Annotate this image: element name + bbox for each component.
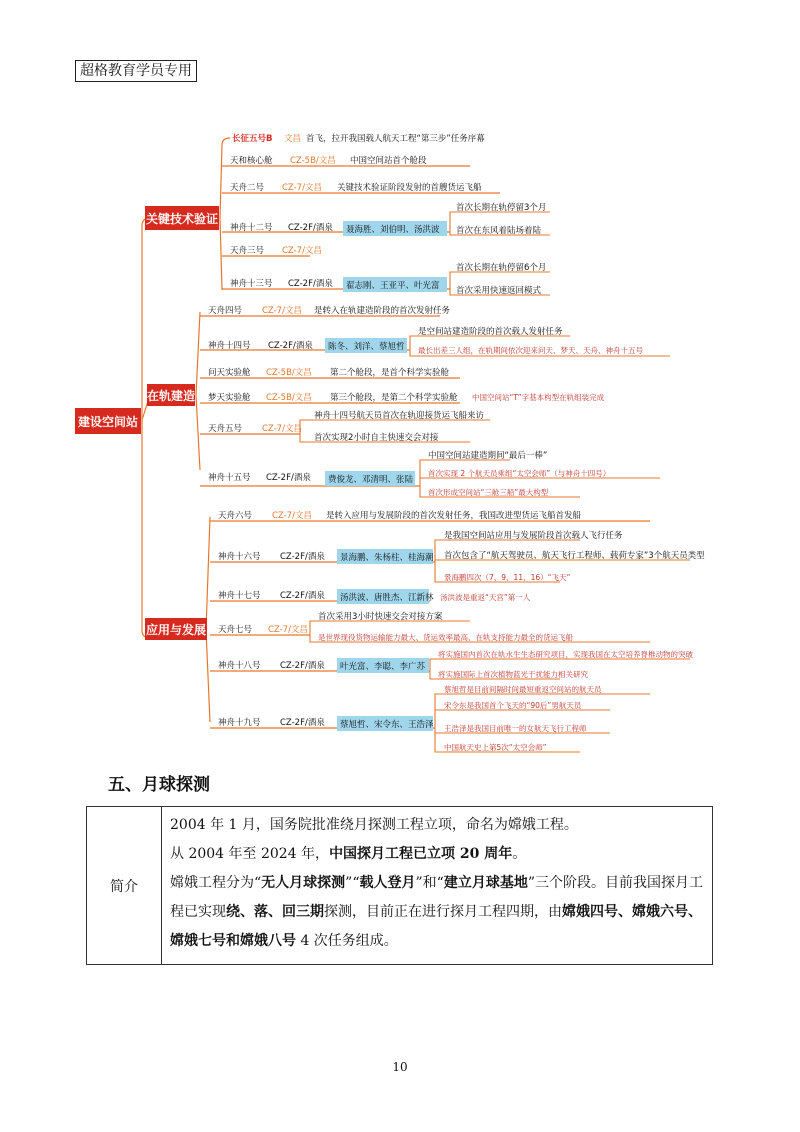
mission-note: 首次在东风着陆场着陆 bbox=[456, 226, 542, 236]
mission-rocket: CZ-7/文昌 bbox=[282, 246, 322, 256]
mission-name: 神舟十六号 bbox=[218, 552, 261, 562]
mission-rocket: CZ-2F/酒泉 bbox=[266, 473, 311, 483]
page-number: 10 bbox=[392, 1060, 408, 1074]
mission-note: 王浩泽是我国目前唯一的女航天飞行工程师 bbox=[444, 724, 587, 733]
mission-note: 宋令东是我国首个飞天的“90后”男航天员 bbox=[444, 701, 582, 710]
mission-name: 神舟十七号 bbox=[218, 591, 261, 601]
mission-rocket: CZ-5B/文昌 bbox=[266, 393, 312, 403]
mission-rocket: CZ-2F/酒泉 bbox=[268, 341, 313, 351]
mission-desc: 是转入在轨建造阶段的首次发射任务 bbox=[314, 306, 451, 316]
mission-name: 天舟三号 bbox=[230, 246, 265, 256]
mission-note: 首次采用快速返回模式 bbox=[456, 286, 542, 296]
mission-name: 梦天实验舱 bbox=[208, 393, 251, 403]
root-label: 建设空间站 bbox=[77, 415, 139, 429]
mission-name: 天舟七号 bbox=[218, 625, 253, 635]
mission-note: 最长出差三人组，在轨期间依次迎来问天、梦天、天舟、神舟十五号 bbox=[418, 346, 643, 355]
mission-note: 首次长期在轨停留3个月 bbox=[456, 203, 547, 213]
intro-paragraph: 嫦娥工程分为“无人月球探测”“载人登月”和“建立月球基地”三个阶段。目前我国探月工程已实现绕、落、回三期探测，目前正在进行探月工程四期，由嫦娥四号、嫦娥六号、嫦娥七号和嫦娥八号 4 次任务组成。 bbox=[170, 875, 703, 949]
mission-name: 神舟十二号 bbox=[230, 223, 273, 233]
mission-name: 天舟五号 bbox=[208, 424, 243, 434]
header-label: 超格教育学员专用 bbox=[75, 60, 197, 82]
intro-table bbox=[86, 806, 713, 965]
mission-name: 神舟十八号 bbox=[218, 661, 261, 671]
mission-note: 首次实现 2 个航天员乘组“太空会师”（与神舟十四号） bbox=[428, 469, 611, 478]
mission-rocket: CZ-7/文昌 bbox=[272, 511, 312, 521]
mission-name: 天舟二号 bbox=[230, 183, 265, 193]
mission-note: 首次实现2小时自主快速交会对接 bbox=[314, 433, 439, 443]
mission-note: 将实施国内首次在轨水生生态研究项目，实现我国在太空培养脊椎动物的突破 bbox=[438, 650, 693, 659]
mission-rocket: CZ-7/文昌 bbox=[262, 424, 302, 434]
mission-name: 天舟六号 bbox=[218, 511, 253, 521]
section-title: 五、月球探测 bbox=[108, 775, 210, 795]
mission-rocket: CZ-2F/酒泉 bbox=[280, 591, 325, 601]
mission-note: 中国空间站建造期间“最后一棒” bbox=[428, 451, 548, 461]
mission-rocket: 文昌 bbox=[284, 134, 302, 144]
mission-rocket: CZ-5B/文昌 bbox=[266, 368, 312, 378]
mission-note: 景海鹏四次（7、9、11、16）“飞天” bbox=[444, 573, 571, 582]
mission-desc: 关键技术验证阶段发射的首艘货运飞船 bbox=[337, 183, 482, 193]
mission-desc: 中国空间站首个舱段 bbox=[350, 156, 427, 166]
intro-content bbox=[162, 807, 713, 965]
mission-rocket: CZ-2F/酒泉 bbox=[280, 661, 325, 671]
mission-desc: 第三个舱段，是第二个科学实验舱 bbox=[330, 393, 458, 403]
mission-crew: 叶光富、李聪、李广苏 bbox=[340, 662, 426, 672]
mission-rocket: CZ-7/文昌 bbox=[262, 306, 302, 316]
mission-crew: 聂海胜、刘伯明、汤洪波 bbox=[346, 225, 440, 235]
stage-label: 在轨建造 bbox=[146, 389, 196, 403]
mission-note: 首次长期在轨停留6个月 bbox=[456, 263, 547, 273]
mission-rocket: CZ-2F/酒泉 bbox=[280, 552, 325, 562]
mission-name: 天和核心舱 bbox=[230, 156, 273, 166]
mission-name: 神舟十四号 bbox=[208, 341, 251, 351]
mission-rocket: CZ-2F/酒泉 bbox=[288, 223, 333, 233]
mission-crew: 陈冬、刘洋、蔡旭哲 bbox=[328, 342, 405, 352]
mission-note: 是我国空间站应用与发展阶段首次载人飞行任务 bbox=[444, 531, 623, 541]
mission-rocket: CZ-2F/酒泉 bbox=[280, 718, 325, 728]
mission-note: 首次形成空间站“三舱三船”最大构型 bbox=[428, 488, 549, 497]
mission-name: 天舟四号 bbox=[208, 306, 243, 316]
mission-note: 中国空间站“T”字基本构型在轨组装完成 bbox=[472, 393, 605, 402]
mission-rocket: CZ-5B/文昌 bbox=[290, 156, 336, 166]
mission-note: 汤洪波是重返“天宫”第一人 bbox=[440, 593, 531, 602]
mission-desc: 首飞，拉开我国载人航天工程“第三步”任务序幕 bbox=[306, 134, 485, 144]
intro-label: 简介 bbox=[87, 807, 162, 965]
mission-crew: 景海鹏、朱杨柱、桂海潮 bbox=[340, 553, 434, 563]
mission-note: 是世界现役货物运输能力最大、货运效率最高、在轨支持能力最全的货运飞船 bbox=[318, 633, 573, 642]
mission-crew: 翟志刚、王亚平、叶光富 bbox=[346, 281, 440, 291]
mission-crew: 汤洪波、唐胜杰、江新林 bbox=[340, 593, 434, 603]
stage-label: 应用与发展 bbox=[145, 623, 207, 637]
mission-note: 蔡旭哲是目前间隔时间最短重返空间站的航天员 bbox=[444, 685, 602, 694]
intro-paragraph: 从 2004 年至 2024 年，中国探月工程已立项 20 周年。 bbox=[170, 846, 527, 862]
mission-desc: 第二个舱段，是首个科学实验舱 bbox=[330, 368, 450, 378]
mission-name: 神舟十五号 bbox=[208, 473, 251, 483]
mission-name: 长征五号B bbox=[232, 134, 273, 144]
mission-desc: 是转入应用与发展阶段的首次发射任务，我国改进型货运飞船首发船 bbox=[326, 511, 582, 521]
mission-note: 中国航天史上第5次“太空会师” bbox=[444, 743, 547, 752]
mission-note: 神舟十四号航天员首次在轨迎接货运飞船来访 bbox=[314, 411, 485, 421]
mission-name: 神舟十三号 bbox=[230, 279, 273, 289]
mission-rocket: CZ-2F/酒泉 bbox=[288, 279, 333, 289]
mission-crew: 蔡旭哲、宋令东、王浩泽 bbox=[340, 720, 434, 730]
mission-note: 是空间站建造阶段的首次载人发射任务 bbox=[418, 327, 563, 337]
mission-name: 问天实验舱 bbox=[208, 368, 251, 378]
mission-crew: 费俊龙、邓清明、张陆 bbox=[328, 475, 414, 485]
mission-note: 将实施国际上首次植物蓝光干扰能力相关研究 bbox=[438, 670, 588, 679]
mission-note: 首次包含了“航天驾驶员、航天飞行工程师、载荷专家”3个航天员类型 bbox=[444, 551, 705, 561]
mission-name: 神舟十九号 bbox=[218, 718, 261, 728]
intro-paragraph: 2004 年 1 月，国务院批准绕月探测工程立项，命名为嫦娥工程。 bbox=[170, 817, 578, 833]
stage-label: 关键技术验证 bbox=[145, 212, 219, 226]
mission-note: 首次采用3小时快速交会对接方案 bbox=[318, 612, 443, 622]
mission-rocket: CZ-7/文昌 bbox=[282, 183, 322, 193]
mission-rocket: CZ-7/文昌 bbox=[268, 625, 308, 635]
